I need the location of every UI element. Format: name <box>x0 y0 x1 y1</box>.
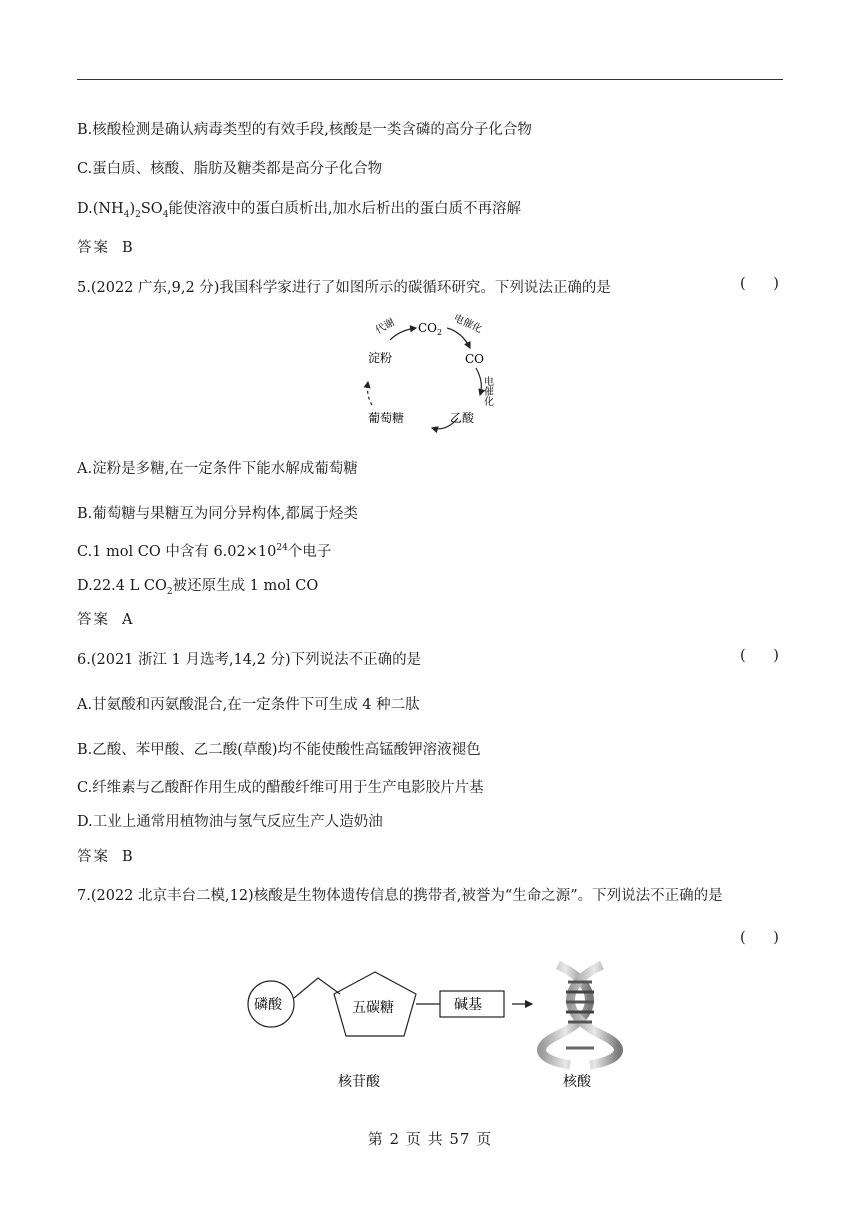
co2-node: $CO_2$ <box>418 321 443 337</box>
nucleotide-diagram <box>240 960 630 1095</box>
q5-option-b: B.葡萄糖与果糖互为同分异构体,都属于烃类 <box>77 506 358 522</box>
q6-option-a: A.甘氨酸和丙氨酸混合,在一定条件下可生成 4 种二肽 <box>77 697 420 713</box>
q4-option-d: $D.(NH_4)_2SO_4$能使溶液中的蛋白质析出,加水后析出的蛋白质不再溶解 <box>77 201 522 220</box>
q4-answer: 答案 B <box>77 240 133 256</box>
q4-option-c: C.蛋白质、核酸、脂肪及糖类都是高分子化合物 <box>77 161 383 177</box>
q5-option-c: C.1 mol CO 中含有 $6.02\times 10^{24}$个电子 <box>77 543 332 560</box>
q6-stem: 6.(2021 浙江 1 月选考,14,2 分)下列说法不正确的是 <box>77 652 422 668</box>
glucose-node: 葡萄糖 <box>368 411 405 425</box>
header-rule <box>77 79 783 80</box>
metabolism-label: 代谢 <box>374 317 397 337</box>
starch-node: 淀粉 <box>368 351 393 365</box>
carbon-cycle-diagram <box>350 310 510 435</box>
phosphate-sugar-bond <box>294 978 340 998</box>
electrocatalysis-label-2: 电催化 <box>481 376 493 406</box>
pentose-label: 五碳糖 <box>352 1000 394 1016</box>
q6-answer: 答案 B <box>77 849 133 865</box>
dna-helix-icon <box>541 965 618 1065</box>
acetic-acid-node: 乙酸 <box>450 411 475 425</box>
q7-answer-blank: ( ) <box>740 930 779 946</box>
nucleic-acid-caption: 核酸 <box>563 1074 591 1090</box>
page-footer: 第 2 页 共 57 页 <box>367 1130 493 1148</box>
q6-option-d: D.工业上通常用植物油与氢气反应生产人造奶油 <box>77 814 383 830</box>
q4-option-b: B.核酸检测是确认病毒类型的有效手段,核酸是一类含磷的高分子化合物 <box>77 122 532 138</box>
phosphate-label: 磷酸 <box>254 997 282 1013</box>
base-label: 碱基 <box>454 997 482 1013</box>
q5-stem: 5.(2022 广东,9,2 分)我国科学家进行了如图所示的碳循环研究。下列说法正确的是 <box>77 280 611 296</box>
q5-option-a: A.淀粉是多糖,在一定条件下能水解成葡萄糖 <box>77 461 358 477</box>
q5-answer-blank: ( ) <box>740 276 779 292</box>
q5-answer: 答案 A <box>77 612 133 628</box>
co-node: CO <box>465 352 485 366</box>
q6-option-b: B.乙酸、苯甲酸、乙二酸(草酸)均不能使酸性高锰酸钾溶液褪色 <box>77 742 481 758</box>
electrocatalysis-label-1: 电催化 <box>451 312 484 336</box>
q5-option-d: D.22.4 L $CO_2$被还原生成 1 mol CO <box>77 578 319 597</box>
q6-option-c: C.纤维素与乙酸酐作用生成的醋酸纤维可用于生产电影胶片片基 <box>77 780 484 796</box>
q6-answer-blank: ( ) <box>740 648 779 664</box>
nucleotide-caption: 核苷酸 <box>338 1074 380 1090</box>
q7-stem: 7.(2022 北京丰台二模,12)核酸是生物体遗传信息的携带者,被誉为“生命之源”。下列说法不正确的是 <box>77 888 723 904</box>
